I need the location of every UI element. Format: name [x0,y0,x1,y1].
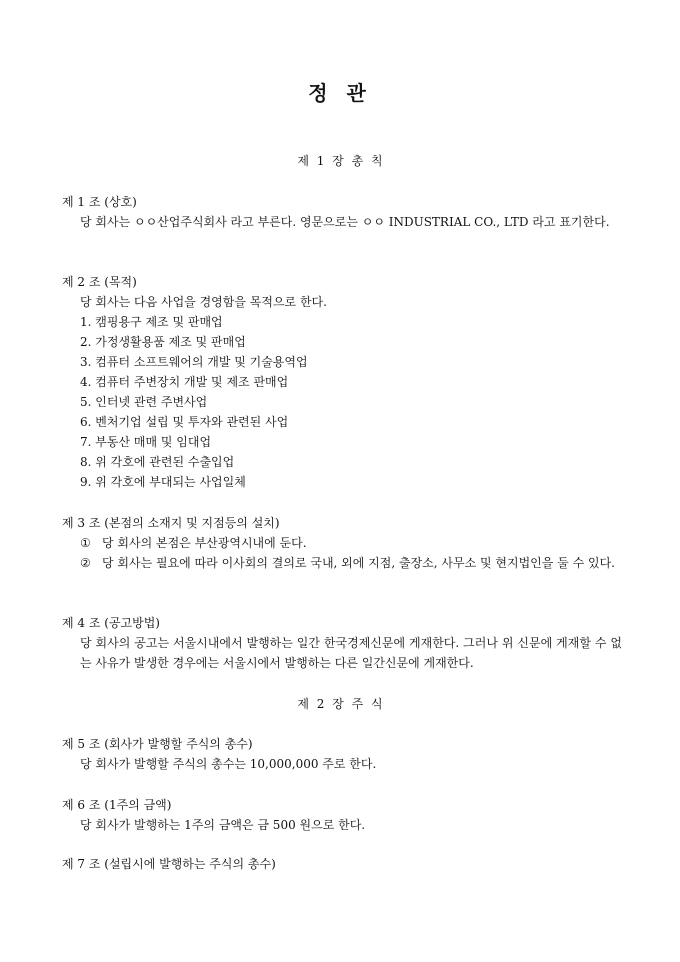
list-item: 6. 벤처기업 설립 및 투자와 관련된 사업 [80,415,289,429]
item-mark: ① [80,536,91,550]
article-2-intro: 당 회사는 다음 사업을 경영함을 목적으로 한다. [80,295,327,309]
article-3-heading: 제 3 조 (본점의 소재지 및 지점등의 설치) [62,516,280,530]
item-mark: ② [80,556,91,570]
list-item: 5. 인터넷 관련 주변사업 [80,395,208,409]
list-item: 1. 캠핑용구 제조 및 판매업 [80,315,223,329]
article-4 [62,613,622,673]
list-item: 2. 가정생활용품 제조 및 판매업 [80,335,246,349]
list-item: 7. 부동산 매매 및 임대업 [80,435,212,449]
article-5-heading: 제 5 조 (회사가 발행할 주식의 총수) [62,737,253,751]
article-1-heading: 제 1 조 (상호) [62,195,137,209]
chapter-1-heading: 제 1 장 총 칙 [297,154,383,168]
list-item: 9. 위 각호에 부대되는 사업일체 [80,475,246,489]
list-item: 8. 위 각호에 관련된 수출입업 [80,455,235,469]
item-text: 당 회사는 필요에 따라 이사회의 결의로 국내, 외에 지점, 출장소, 사무소 및 현지법인을 둘 수 있다. [102,556,615,570]
chapter-2-heading: 제 2 장 주 식 [297,697,383,711]
article-4-heading: 제 4 조 (공고방법) [62,616,160,630]
list-item: 4. 컴퓨터 주변장치 개발 및 제조 판매업 [80,375,289,389]
item-text: 당 회사의 본점은 부산광역시내에 둔다. [102,536,307,550]
article-6-text: 당 회사가 발행하는 1주의 금액은 금 500 원으로 한다. [80,818,366,832]
document-title: 정 관 [308,81,372,105]
list-item [80,553,622,573]
article-2-list [62,312,622,492]
article-1 [62,192,622,232]
article-3 [62,513,622,573]
article-4-text: 당 회사의 공고는 서울시내에서 발행하는 일간 한국경제신문에 게재한다. 그러나 위 신문에 게재할 수 없는 사유가 발생한 경우에는 서울시에서 발행하는 다른 일간신문에 게재한다. [80,636,622,670]
article-7 [62,854,622,874]
list-item: 3. 컴퓨터 소프트웨어의 개발 및 기술용역업 [80,355,308,369]
article-2 [62,272,622,492]
article-6-heading: 제 6 조 (1주의 금액) [62,798,172,812]
article-5-text: 당 회사가 발행할 주식의 총수는 10,000,000 주로 한다. [80,757,377,771]
list-item [80,533,622,553]
article-5 [62,734,622,774]
article-6 [62,795,622,835]
article-7-heading: 제 7 조 (설립시에 발행하는 주식의 총수) [62,857,276,871]
article-1-text: 당 회사는 ㅇㅇ산업주식회사 라고 부른다. 영문으로는 ㅇㅇ INDUSTRIAL CO., LTD 라고 표기한다. [80,215,610,229]
article-2-heading: 제 2 조 (목적) [62,275,137,289]
